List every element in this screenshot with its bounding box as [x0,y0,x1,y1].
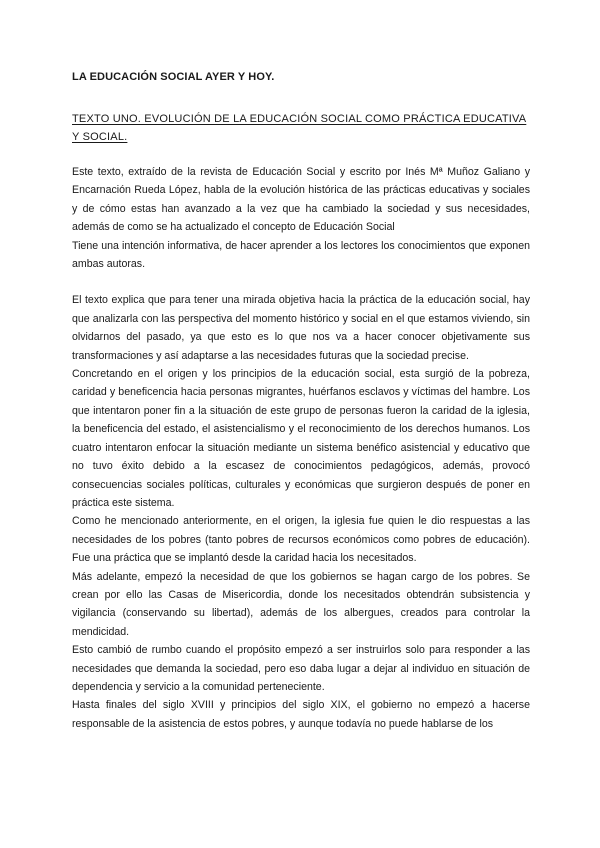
paragraph-intro: Este texto, extraído de la revista de Educación Social y escrito por Inés Mª Muñoz Galiano y Encarnación Rueda López, habla de la evolución histórica de las prácticas educativas y sociales y de cómo estas han avanzado a la vez que ha cambiado la sociedad y sus necesidades, además de como se ha actualizado el concepto de Educación Social [72,166,530,234]
paragraph-intention: Tiene una intención informativa, de hacer aprender a los lectores los conocimientos que exponen ambas autoras. [72,239,530,271]
section-heading: TEXTO UNO. EVOLUCIÓN DE LA EDUCACIÓN SOCIAL COMO PRÁCTICA EDUCATIVA Y SOCIAL. [72,113,527,143]
paragraph-objective-view: El texto explica que para tener una mirada objetiva hacia la práctica de la educación social, hay que analizarla con las perspectiva del momento histórico y social en el que estamos viviendo, sin olvidarnos del pasado, ya que esto es lo que nos va a hacer conocer objetivamente sus transformaciones y así adaptarse a las necesidades futuras que la sociedad precise. [72,294,530,362]
document-title: LA EDUCACIÓN SOCIAL AYER Y HOY. [72,71,275,83]
paragraph-change: Esto cambió de rumbo cuando el propósito empezó a ser instruirlos solo para responder a las necesidades que demanda la sociedad, pero eso daba lugar a dejar al individuo en situación de dependencia y servicio a la comunidad perteneciente. [72,644,530,693]
paragraph-governments: Más adelante, empezó la necesidad de que los gobiernos se hagan cargo de los pobres. Se crean por ello las Casas de Misericordia, donde los necesitados obtendrán subsistencia y vigilancia (conservando su libertad), además de los albergues, creados para controlar la mendicidad. [72,570,530,638]
document-body [72,163,530,733]
paragraph-origin: Concretando en el origen y los principios de la educación social, esta surgió de la pobreza, caridad y beneficencia hacia personas migrantes, huérfanos esclavos y víctimas del hambre. Los que intentaron poner fin a la situación de este grupo de personas fueron la caridad de la iglesia, la beneficencia del estado, el asistencialismo y el reconocimiento de los derechos humanos. Los cuatro intentaron enfocar la situación mediante un sistema benéfico asistencial y educativo que no tuvo éxito debido a la escasez de conocimientos pedagógicos, además, provocó consecuencias sociales políticas, culturales y económicas que surgieron después de poner en práctica este sistema. [72,368,530,509]
paragraph-xviii-century: Hasta finales del siglo XVIII y principios del siglo XIX, el gobierno no empezó a hacerse responsable de la asistencia de estos pobres, y aunque todavía no puede hablarse de los [72,699,530,730]
paragraph-church: Como he mencionado anteriormente, en el origen, la iglesia fue quien le dio respuestas a las necesidades de los pobres (tanto pobres de recursos económicos como pobres de educación). Fue una práctica que se implantó desde la caridad hacia los necesitados. [72,515,530,565]
